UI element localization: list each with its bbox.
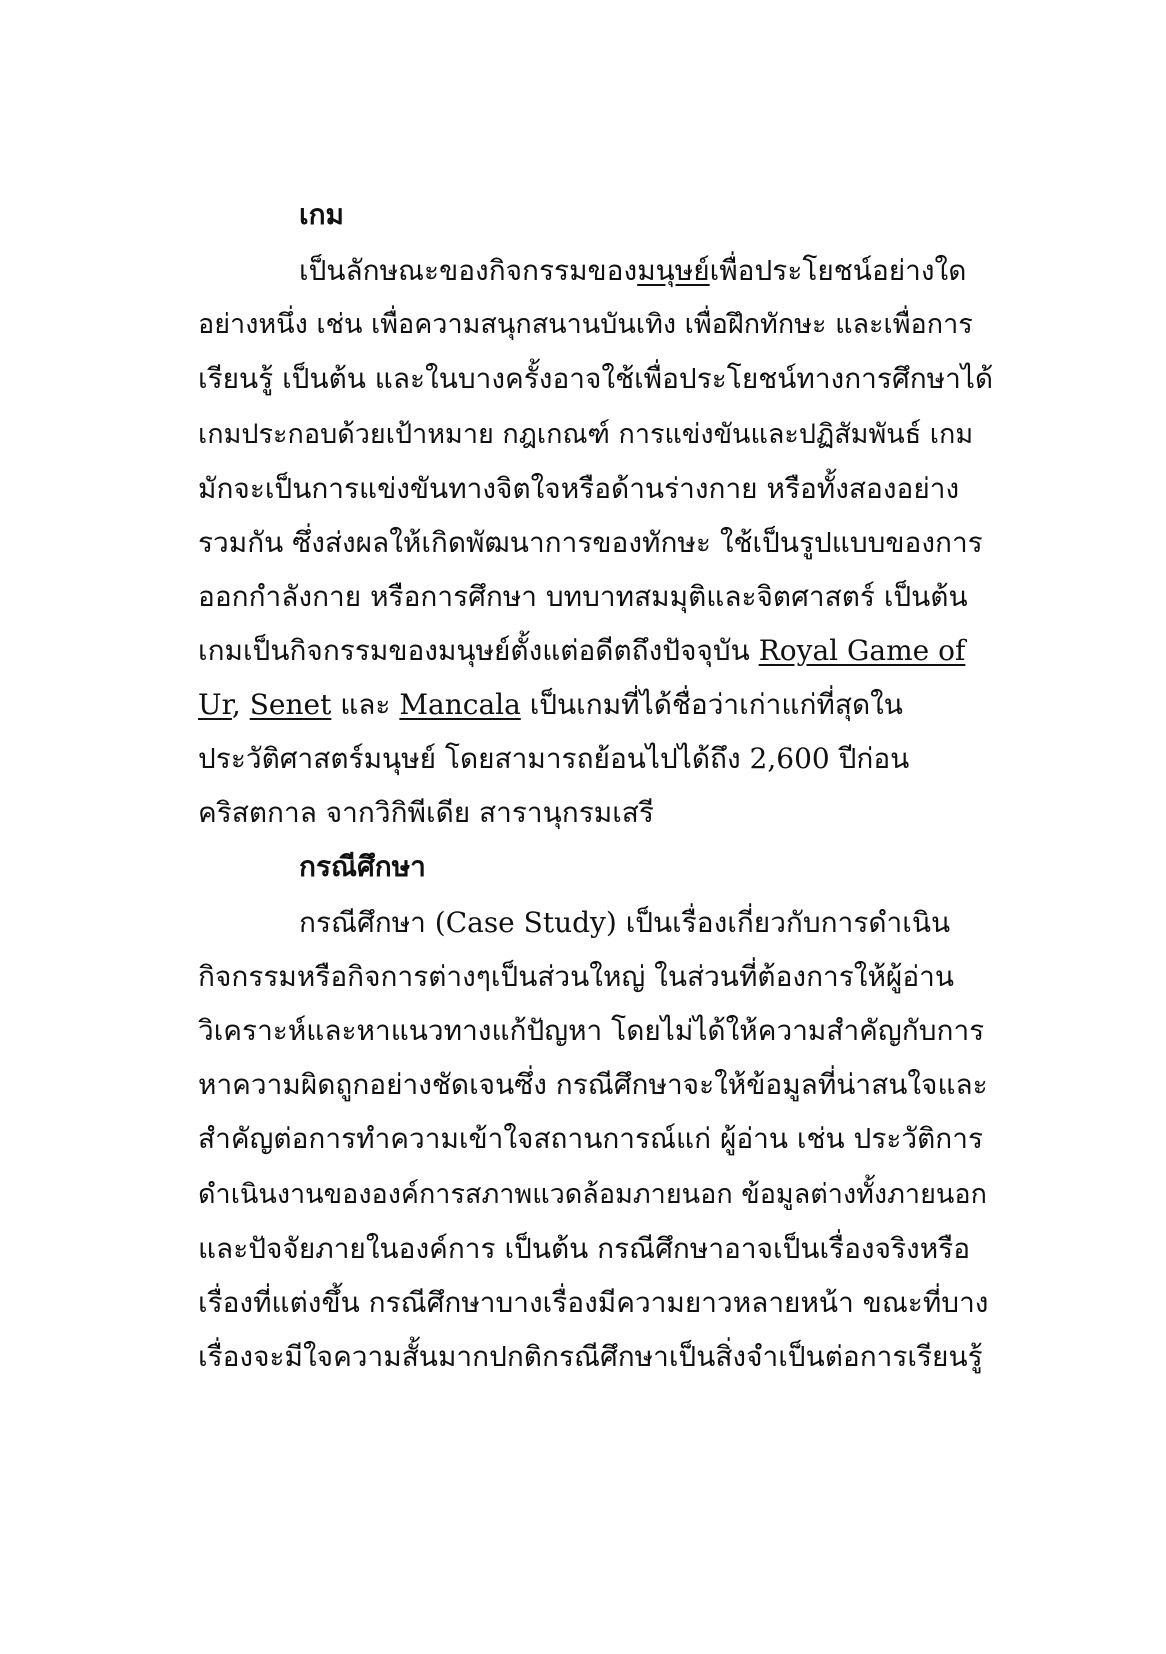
link-senet[interactable]: Senet	[249, 688, 332, 721]
paragraph-line: เรียนรู้ เป็นต้น และในบางครั้งอาจใช้เพื่อประโยชน์ทางการศึกษาได้	[198, 362, 994, 395]
text-run: และ	[331, 688, 400, 721]
text-run: เกมเป็นกิจกรรมของมนุษย์ตั้งแต่อดีตถึงปัจจุบัน	[198, 634, 759, 667]
paragraph-line	[198, 678, 998, 732]
paragraph-line: หาความผิดถูกอย่างชัดเจนซึ่ง กรณีศึกษาจะให้ข้อมูลที่น่าสนใจและ	[198, 1068, 988, 1101]
text-run: เป็นเกมที่ได้ชื่อว่าเก่าแก่ที่สุดใน	[520, 688, 903, 721]
paragraph-line	[299, 244, 1099, 298]
paragraph-line: วิเคราะห์และหาแนวทางแก้ปัญหา โดยไม่ได้ให้ความสำคัญกับการ	[198, 1014, 985, 1047]
paragraph-line: มักจะเป็นการแข่งขันทางจิตใจหรือด้านร่างกาย หรือทั้งสองอย่าง	[198, 472, 960, 505]
paragraph-line: อย่างหนึ่ง เช่น เพื่อความสนุกสนานบันเทิง เพื่อฝึกทักษะ และเพื่อการ	[198, 309, 973, 340]
paragraph-line: คริสตกาล จากวิกิพีเดีย สารานุกรมเสรี	[198, 796, 654, 829]
link-human[interactable]: มนุษย์	[637, 254, 710, 287]
paragraph-line: เรื่องจะมีใจความสั้นมากปกติกรณีศึกษาเป็นสิ่งจำเป็นต่อการเรียนรู้	[198, 1340, 983, 1373]
paragraph-line: และปัจจัยภายในองค์การ เป็นต้น กรณีศึกษาอาจเป็นเรื่องจริงหรือ	[198, 1232, 971, 1265]
paragraph-line: เรื่องที่แต่งขึ้น กรณีศึกษาบางเรื่องมีความยาวหลายหน้า ขณะที่บาง	[198, 1286, 989, 1319]
section-heading-case-study: กรณีศึกษา	[299, 850, 426, 883]
paragraph-line: ประวัติศาสตร์มนุษย์ โดยสามารถย้อนไปได้ถึง 2,600 ปีก่อน	[198, 742, 910, 775]
paragraph-line: รวมกัน ซึ่งส่งผลให้เกิดพัฒนาการของทักษะ ใช้เป็นรูปแบบของการ	[198, 526, 983, 559]
section-heading-game: เกม	[299, 198, 344, 231]
paragraph-line: กรณีศึกษา (Case Study) เป็นเรื่องเกี่ยวกับการดำเนิน	[299, 906, 951, 939]
link-royal-game-of-ur-cont[interactable]: Ur	[198, 688, 232, 721]
text-run: ,	[231, 688, 250, 721]
paragraph-line: เกมประกอบด้วยเป้าหมาย กฎเกณฑ์ การแข่งขันและปฏิสัมพันธ์ เกม	[198, 419, 974, 450]
link-mancala[interactable]: Mancala	[399, 688, 521, 721]
text-run: เพื่อประโยชน์อย่างใด	[709, 254, 967, 287]
paragraph-line: สำคัญต่อการทำความเข้าใจสถานการณ์แก่ ผู้อ่าน เช่น ประวัติการ	[198, 1122, 984, 1155]
paragraph-line: ดำเนินงานขององค์การสภาพแวดล้อมภายนอก ข้อมูลต่างทั้งภายนอก	[198, 1179, 987, 1210]
link-royal-game-of-ur[interactable]: Royal Game of	[758, 634, 966, 667]
text-run: เป็นลักษณะของกิจกรรมของ	[299, 254, 638, 287]
paragraph-line: ออกกำลังกาย หรือการศึกษา บทบาทสมมุติและจิตศาสตร์ เป็นต้น	[198, 580, 968, 613]
paragraph-line: กิจกรรมหรือกิจการต่างๆเป็นส่วนใหญ่ ในส่วนที่ต้องการให้ผู้อ่าน	[198, 960, 954, 993]
paragraph-line	[198, 624, 998, 678]
